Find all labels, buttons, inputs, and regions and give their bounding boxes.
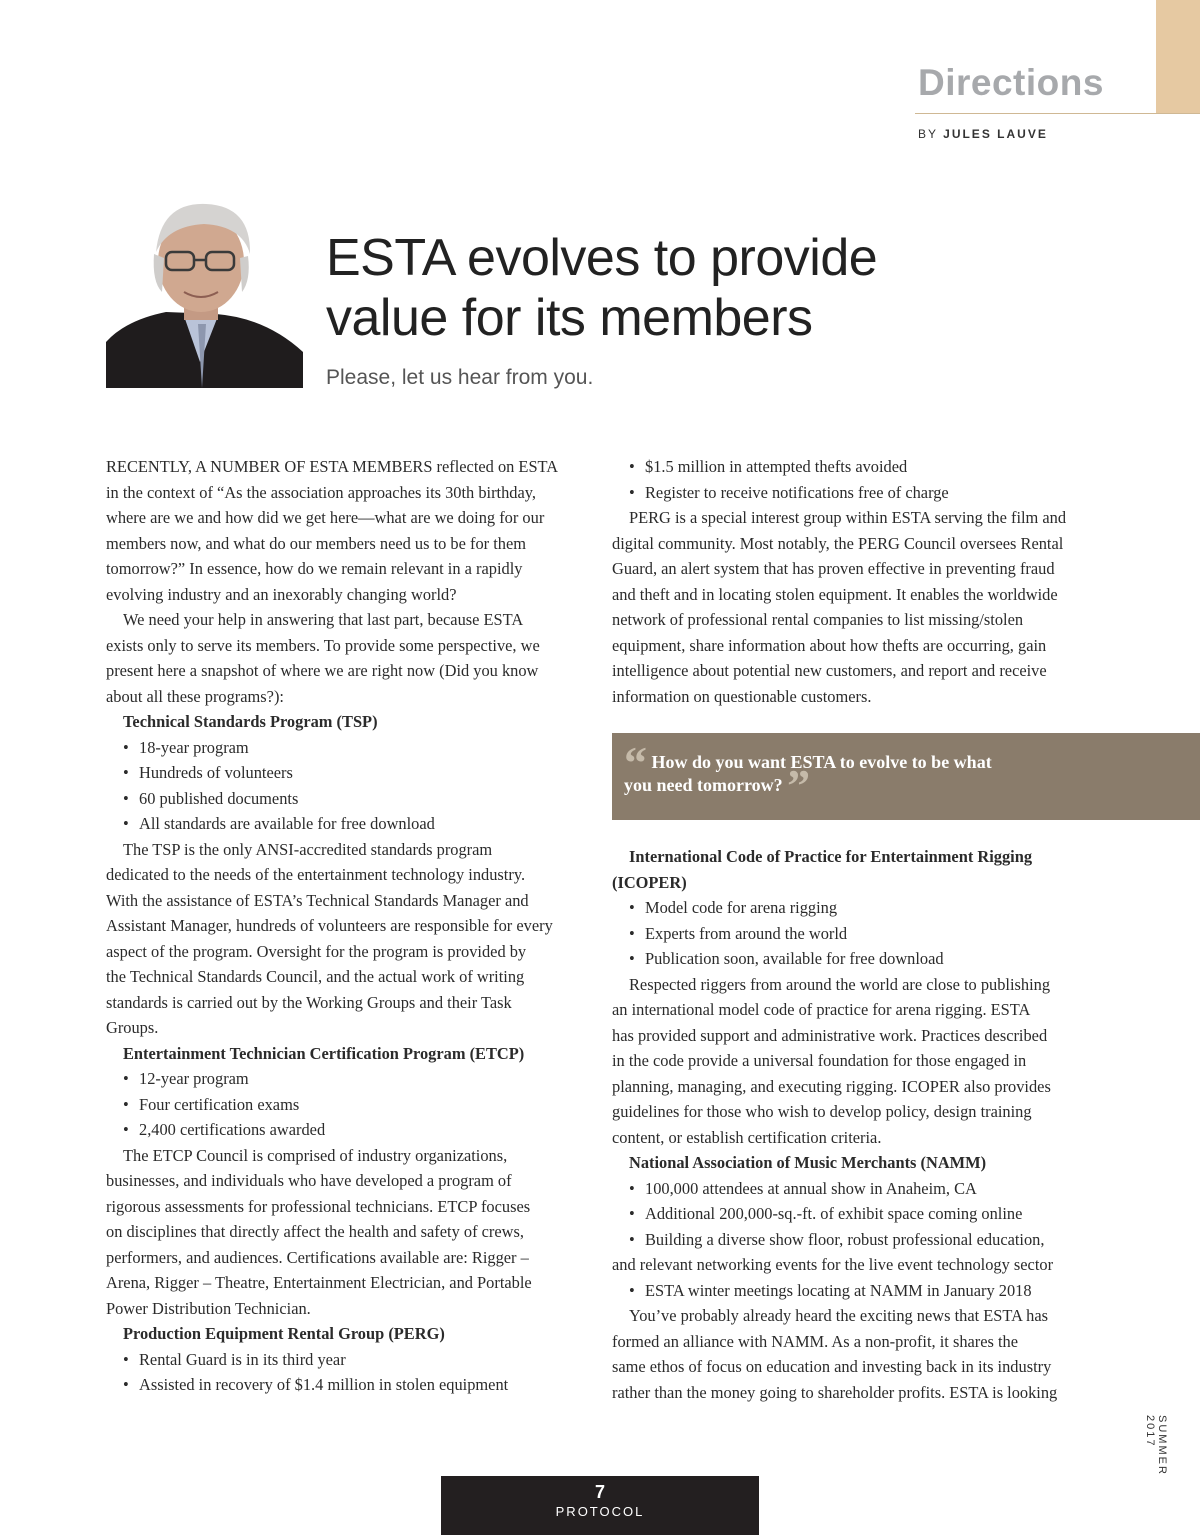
bullet-text: Model code for arena rigging — [645, 898, 838, 917]
bullet-text: Building a diverse show floor, robust professional education, — [645, 1229, 1045, 1249]
pull-quote — [612, 733, 1200, 820]
byline-prefix: BY — [918, 127, 938, 141]
body-line: where are we and how did we get here—what are we doing for our — [106, 508, 545, 527]
body-line: digital community. Most notably, the PERG Council oversees Rental — [612, 533, 1064, 553]
article-headline — [326, 228, 946, 348]
body-line: rigorous assessments for professional technicians. ETCP focuses — [106, 1196, 531, 1216]
subhead-namm: National Association of Music Merchants (NAMM) — [629, 1153, 987, 1172]
body-line: We need your help in answering that last part, because ESTA — [123, 610, 524, 629]
bullet-item: • 60 published documents — [123, 788, 299, 808]
body-line: businesses, and individuals who have developed a program of — [106, 1171, 512, 1190]
page-number: 7 — [594, 1482, 605, 1502]
body-line: an international model code of practice for arena rigging. ESTA — [612, 1000, 1031, 1019]
body-line: formed an alliance with NAMM. As a non-profit, it shares the — [612, 1331, 1019, 1351]
bullet-item: • Experts from around the world — [629, 923, 848, 943]
body-line: guidelines for those who wish to develop policy, design training — [612, 1102, 1032, 1121]
body-line: exists only to serve its members. To provide some perspective, we — [106, 635, 540, 655]
bullet-text: Register to receive notifications free of charge — [645, 482, 949, 502]
body-line: Respected riggers from around the world are close to publishing — [629, 974, 1051, 994]
bullet-item: • 18-year program — [123, 737, 249, 757]
bullet-item: • Register to receive notifications free of charge — [629, 482, 949, 502]
left-column — [106, 454, 596, 1398]
bullet-item: • Four certification exams — [123, 1094, 300, 1114]
bullet-text: 100,000 attendees at annual show in Anaheim, CA — [645, 1178, 977, 1198]
body-line: network of professional rental companies to list missing/stolen — [612, 610, 1024, 629]
body-line: intelligence about potential new customers, and report and receive — [612, 661, 1047, 680]
body-line: RECENTLY, A NUMBER OF ESTA MEMBERS reflected on ESTA — [106, 457, 559, 476]
pull-quote-text: How do you want ESTA to evolve to be what — [651, 752, 992, 772]
body-line: about all these programs?): — [106, 686, 284, 706]
body-line: the Technical Standards Council, and the actual work of writing — [106, 967, 525, 986]
header-rule — [915, 113, 1200, 114]
publication-name: PROTOCOL — [555, 1504, 645, 1519]
pull-quote-text: you need tomorrow? — [624, 775, 783, 795]
body-line: Guard, an alert system that has proven effective in preventing fraud — [612, 559, 1055, 578]
close-quote-icon: ” — [787, 760, 811, 811]
issue-label: SUMMER 2017 — [1144, 1415, 1168, 1476]
bullet-text: ESTA winter meetings locating at NAMM in January 2018 — [645, 1280, 1032, 1300]
body-line: members now, and what do our members need us to be for them — [106, 533, 526, 553]
open-quote-icon: “ — [624, 737, 647, 788]
headline-line: value for its members — [326, 289, 813, 347]
body-line: and theft and in locating stolen equipment. It enables the worldwide — [612, 584, 1058, 604]
author-portrait-image — [106, 192, 303, 388]
bullet-text: Publication soon, available for free download — [645, 949, 944, 968]
bullet-item: • Rental Guard is in its third year — [123, 1349, 346, 1369]
headline-line: ESTA evolves to provide — [326, 229, 878, 287]
bullet-text: 2,400 certifications awarded — [139, 1120, 326, 1139]
body-line: on disciplines that directly affect the health and safety of crews, — [106, 1222, 524, 1241]
subhead-icoper-cont: (ICOPER) — [612, 872, 687, 892]
body-line: The ETCP Council is comprised of industry organizations, — [123, 1145, 508, 1165]
byline — [918, 127, 1048, 141]
body-line: Power Distribution Technician. — [106, 1298, 311, 1318]
body-line: equipment, share information about how thefts are occurring, gain — [612, 635, 1047, 655]
bullet-item: • Assisted in recovery of $1.4 million in stolen equipment — [123, 1375, 509, 1394]
body-line: The TSP is the only ANSI-accredited standards program — [123, 839, 493, 859]
bullet-text: 12-year program — [139, 1069, 249, 1088]
body-line: Arena, Rigger – Theatre, Entertainment Electrician, and Portable — [106, 1273, 532, 1292]
bullet-text: Additional 200,000-sq.-ft. of exhibit space coming online — [645, 1204, 1023, 1223]
body-line: Assistant Manager, hundreds of volunteers are responsible for every — [106, 916, 553, 935]
section-title: Directions — [918, 62, 1104, 103]
subhead-icoper: International Code of Practice for Entertainment Rigging — [629, 847, 1033, 866]
body-line: planning, managing, and executing rigging. ICOPER also provides — [612, 1076, 1051, 1096]
body-line: information on questionable customers. — [612, 686, 872, 706]
bullet-text: 60 published documents — [139, 788, 299, 808]
bullet-item: • $1.5 million in attempted thefts avoided — [629, 457, 908, 476]
bullet-item: • Additional 200,000-sq.-ft. of exhibit space coming online — [629, 1204, 1023, 1223]
byline-author: JULES LAUVE — [943, 127, 1048, 141]
bullet-item: • 100,000 attendees at annual show in Anaheim, CA — [629, 1178, 977, 1198]
body-line: in the code provide a universal foundation for those engaged in — [612, 1051, 1027, 1070]
bullet-text: Experts from around the world — [645, 923, 848, 943]
body-line: standards is carried out by the Working Groups and their Task — [106, 992, 512, 1012]
body-line: has provided support and administrative work. Practices described — [612, 1025, 1048, 1045]
bullet-text: Hundreds of volunteers — [139, 763, 293, 782]
body-line: PERG is a special interest group within ESTA serving the film and — [629, 508, 1067, 527]
body-line: and relevant networking events for the live event technology sector — [612, 1255, 1054, 1274]
subhead-tsp: Technical Standards Program (TSP) — [123, 712, 378, 731]
bullet-text: Four certification exams — [139, 1094, 300, 1114]
body-line: present here a snapshot of where we are right now (Did you know — [106, 661, 539, 680]
author-photo — [106, 192, 303, 388]
bullet-item: • ESTA winter meetings locating at NAMM in January 2018 — [629, 1280, 1032, 1300]
body-line: Groups. — [106, 1018, 159, 1037]
page-footer — [441, 1476, 759, 1535]
right-column — [612, 454, 1102, 1405]
bullet-item: • Hundreds of volunteers — [123, 763, 293, 782]
body-line: evolving industry and an inexorably changing world? — [106, 584, 457, 604]
section-tab — [1156, 0, 1200, 113]
bullet-item: • Publication soon, available for free download — [629, 949, 944, 968]
bullet-item: • 2,400 certifications awarded — [123, 1120, 326, 1139]
bullet-item: • All standards are available for free download — [123, 814, 435, 833]
bullet-item: • 12-year program — [123, 1069, 249, 1088]
bullet-text: 18-year program — [139, 737, 249, 757]
bullet-text: $1.5 million in attempted thefts avoided — [645, 457, 908, 476]
subhead-perg: Production Equipment Rental Group (PERG) — [123, 1324, 445, 1343]
article-deck: Please, let us hear from you. — [326, 366, 594, 389]
bullet-text: All standards are available for free download — [139, 814, 435, 833]
body-line: With the assistance of ESTA’s Technical Standards Manager and — [106, 890, 529, 910]
body-line: tomorrow?” In essence, how do we remain relevant in a rapidly — [106, 559, 523, 578]
body-line: performers, and audiences. Certifications available are: Rigger – — [106, 1247, 529, 1267]
bullet-item: • Building a diverse show floor, robust professional education, — [629, 1229, 1045, 1249]
bullet-text: Assisted in recovery of $1.4 million in stolen equipment — [139, 1375, 509, 1394]
body-line: same ethos of focus on education and investing back in its industry — [612, 1357, 1052, 1376]
body-line: aspect of the program. Oversight for the program is provided by — [106, 941, 527, 961]
subhead-etcp: Entertainment Technician Certification Program (ETCP) — [123, 1043, 525, 1063]
body-line: You’ve probably already heard the exciting news that ESTA has — [629, 1306, 1048, 1325]
body-line: rather than the money going to shareholder profits. ESTA is looking — [612, 1382, 1058, 1402]
bullet-text: Rental Guard is in its third year — [139, 1349, 346, 1369]
body-line: in the context of “As the association approaches its 30th birthday, — [106, 482, 536, 502]
body-line: content, or establish certification criteria. — [612, 1127, 882, 1147]
body-line: dedicated to the needs of the entertainment technology industry. — [106, 865, 526, 884]
bullet-item: • Model code for arena rigging — [629, 898, 838, 917]
